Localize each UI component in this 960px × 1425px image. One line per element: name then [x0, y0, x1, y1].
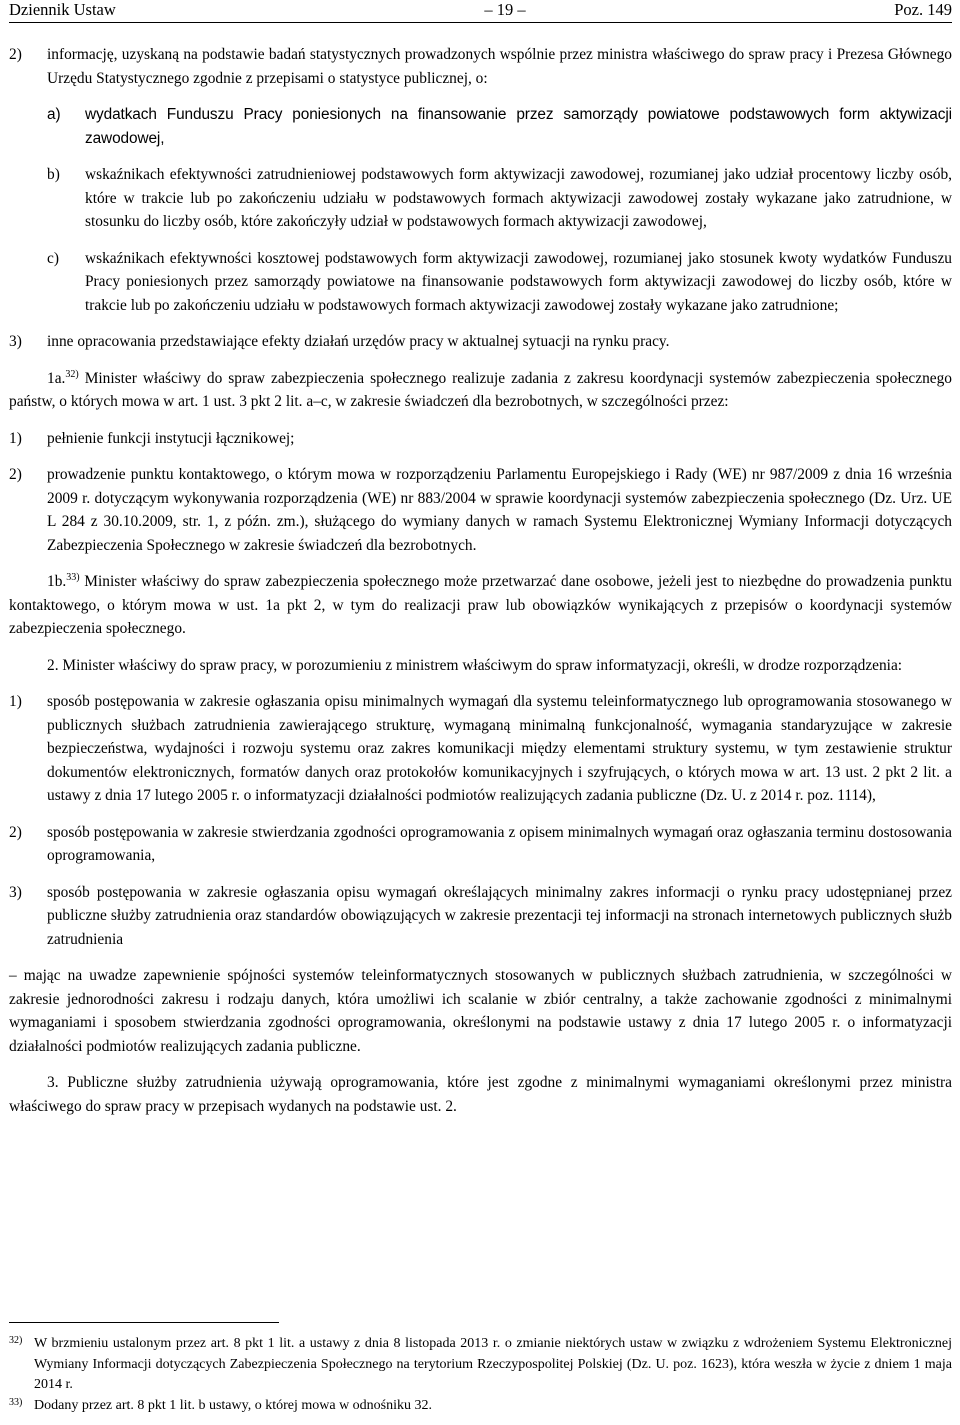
footnote-number: 33): [9, 1396, 23, 1408]
paragraph-text: 2. Minister właściwy do spraw pracy, w porozumieniu z ministrem właściwym do spraw informatyzacji, określi, w drodze rozporządzenia:: [47, 656, 903, 674]
item-number: 3): [9, 333, 22, 350]
paragraph-number: 1b.: [47, 573, 67, 590]
subitem-letter: a): [47, 106, 61, 123]
footnote-text: W brzmieniu ustalonym przez art. 8 pkt 1 lit. a ustawy z dnia 8 listopada 2013 r. o zmianie niektórych ustaw w związku z wdrożeniem Systemu Elektronicznej Wymiany Informacji dotyczących Zabezpieczenia Społecznego na terytorium Rzeczypospolitej Polskiej (Dz. U. poz. 1623), która weszła w życie z dniem 1 maja 2014 r.: [34, 1336, 952, 1392]
journal-title: Dziennik Ustaw: [9, 0, 116, 19]
page-header: [9, 0, 952, 23]
item-text: sposób postępowania w zakresie ogłaszania opisu wymagań określających minimalny zakres informacji o rynku pracy udostępnianej przez publiczne służby zatrudnienia oraz standardów obowiązujących w zakresie prezentacji tej informacji na stronach internetowych publicznych służb zatrudnienia: [47, 883, 952, 948]
position-number: Poz. 149: [894, 0, 952, 19]
paragraph-text: Minister właściwy do spraw zabezpieczenia społecznego realizuje zadania z zakresu koordynacji systemów zabezpieczenia społecznego państw, o których mowa w art. 1 ust. 3 pkt 2 lit. a–c, w zakresie świadczeń dla bezrobotnych, w szczególności przez:: [9, 369, 952, 410]
paragraph-text: Minister właściwy do spraw zabezpieczenia społecznego może przetwarzać dane osobowe, jeżeli jest to niezbędne do prowadzenia punktu kontaktowego, o którym mowa w ust. 1a pkt 2, w tym do realizacji praw lub obowiązków wynikających z przepisów o koordynacji systemów zabezpieczenia społecznego.: [9, 573, 952, 637]
subitem-text: wydatkach Funduszu Pracy poniesionych na finansowanie przez samorządy powiatowe podstawowych form aktywizacji zawodowej,: [85, 106, 952, 147]
list-item-2-1: [9, 690, 952, 808]
subitem-text: wskaźnikach efektywności zatrudnieniowej podstawowych form aktywizacji zawodowej, rozumianej jako udział procentowy liczby osób, które w trakcie lub po zakończeniu udziału w podstawowych formach aktywizacji zawodowej zostały wykazane jako zatrudnione, w stosunku do liczby osób, które zakończyły udział w podstawowych formach aktywizacji zawodowej,: [85, 166, 952, 230]
list-subitem-a: [47, 103, 952, 150]
list-item-3: [9, 330, 952, 354]
item-text: prowadzenie punktu kontaktowego, o którym mowa w rozporządzeniu Parlamentu Europejskiego i Rady (WE) nr 987/2009 z dnia 16 września 2009 r. dotyczącym wykonywania rozporządzenia (WE) nr 883/2004 w sprawie koordynacji systemów zabezpieczenia społecznego (Dz. Urz. UE L 284 z 30.10.2009, str. 1, z późn. zm.), służącego do wymiany danych w ramach Systemu Elektronicznej Wymiany Informacji dotyczących Zabezpieczenia Społecznego w zakresie świadczeń dla bezrobotnych.: [47, 466, 952, 554]
list-item-2: [9, 43, 952, 90]
footnotes: [9, 1334, 952, 1416]
footnote-divider: [9, 1322, 279, 1323]
document-body: [9, 43, 952, 1118]
subitem-letter: c): [47, 249, 59, 267]
subitem-text: wskaźnikach efektywności kosztowej podstawowych form aktywizacji zawodowej, rozumianej jako stosunek kwoty wydatków Funduszu Pracy poniesionych przez samorządy powiatowe na finansowanie podstawowych form aktywizacji zawodowej do liczby osób, które w trakcie lub po zakończeniu udziału w podstawowych formach aktywizacji zawodowej zostały wykazane jako zatrudnione;: [85, 249, 952, 314]
footnote-33: [9, 1396, 952, 1417]
footnote-ref: 32): [65, 368, 79, 380]
footnote-number: 32): [9, 1335, 23, 1346]
subitem-letter: b): [47, 166, 60, 183]
item-text: sposób postępowania w zakresie ogłaszania opisu minimalnych wymagań dla systemu teleinformatycznego lub oprogramowania stosowanego w publicznych służbach zatrudnienia zawierającego strukturę, wymaganą minimalną funkcjonalność, wymagania standaryzujące w zakresie bezpieczeństwa, wydajności i rozwoju systemu oraz zakres komunikacji między elementami struktury systemu, w tym zestawienie struktur dokumentów elektronicznych, formatów danych oraz protokołów komunikacyjnych i szyfrujących, o których mowa w art. 13 ust. 2 pkt 2 lit. a ustawy z dnia 17 lutego 2005 r. o informatyzacji działalności podmiotów realizujących zadania publiczne (Dz. U. z 2014 r. poz. 1114),: [47, 693, 952, 804]
paragraph-2: [9, 654, 952, 678]
item-number: 1): [9, 693, 22, 710]
item-text: pełnienie funkcji instytucji łącznikowej;: [47, 429, 295, 447]
item-number: 2): [9, 823, 22, 841]
footnote-ref: 33): [66, 572, 80, 583]
footnote-text: Dodany przez art. 8 pkt 1 lit. b ustawy, o której mowa w odnośniku 32.: [34, 1397, 433, 1413]
list-item-1a-1: [9, 427, 952, 451]
item-text: inne opracowania przedstawiające efekty działań urzędów pracy w aktualnej sytuacji na rynku pracy.: [47, 333, 670, 350]
item-number: 3): [9, 883, 22, 901]
list-subitem-b: [47, 163, 952, 234]
item-text: sposób postępowania w zakresie stwierdzania zgodności oprogramowania z opisem minimalnych wymagań oraz ogłaszania terminu dostosowania oprogramowania,: [47, 823, 952, 864]
paragraph-number: 1a.: [47, 369, 66, 387]
item-number: 1): [9, 429, 22, 447]
list-item-2-2: [9, 821, 952, 868]
paragraph-3: 3. Publiczne służby zatrudnienia używają oprogramowania, które jest zgodne z minimalnymi wymaganiami określonymi przez ministra właściwego do spraw pracy w przepisach wydanych na podstawie ust. 2.: [9, 1074, 952, 1115]
footnote-32: [9, 1334, 952, 1396]
item-text: informację, uzyskaną na podstawie badań statystycznych prowadzonych wspólnie przez ministra właściwego do spraw pracy i Prezesa Głównego Urzędu Statystycznego zgodnie z przepisami o statystyce publicznej, o:: [47, 46, 952, 87]
item-number: 2): [9, 46, 22, 63]
list-item-1a-2: [9, 463, 952, 557]
paragraph-1a: [9, 367, 952, 414]
list-subitem-c: [47, 247, 952, 318]
page-number: – 19 –: [484, 0, 526, 19]
item-number: 2): [9, 466, 22, 483]
paragraph-1b: [9, 570, 952, 641]
closing-clause: – mając na uwadze zapewnienie spójności systemów teleinformatycznych stosowanych w publicznych służbach zatrudnienia, w szczególności w zakresie jednorodności zakresu i rodzaju danych, która umożliwi ich scalanie w zbiór centralny, a także zachowanie zgodności z minimalnymi wymaganiami i sposobem stwierdzania zgodności oprogramowania, określonymi na podstawie ustawy z dnia 17 lutego 2005 r. o informatyzacji działalności podmiotów realizujących zadania publiczne.: [9, 967, 952, 1055]
list-item-2-3: [9, 881, 952, 952]
